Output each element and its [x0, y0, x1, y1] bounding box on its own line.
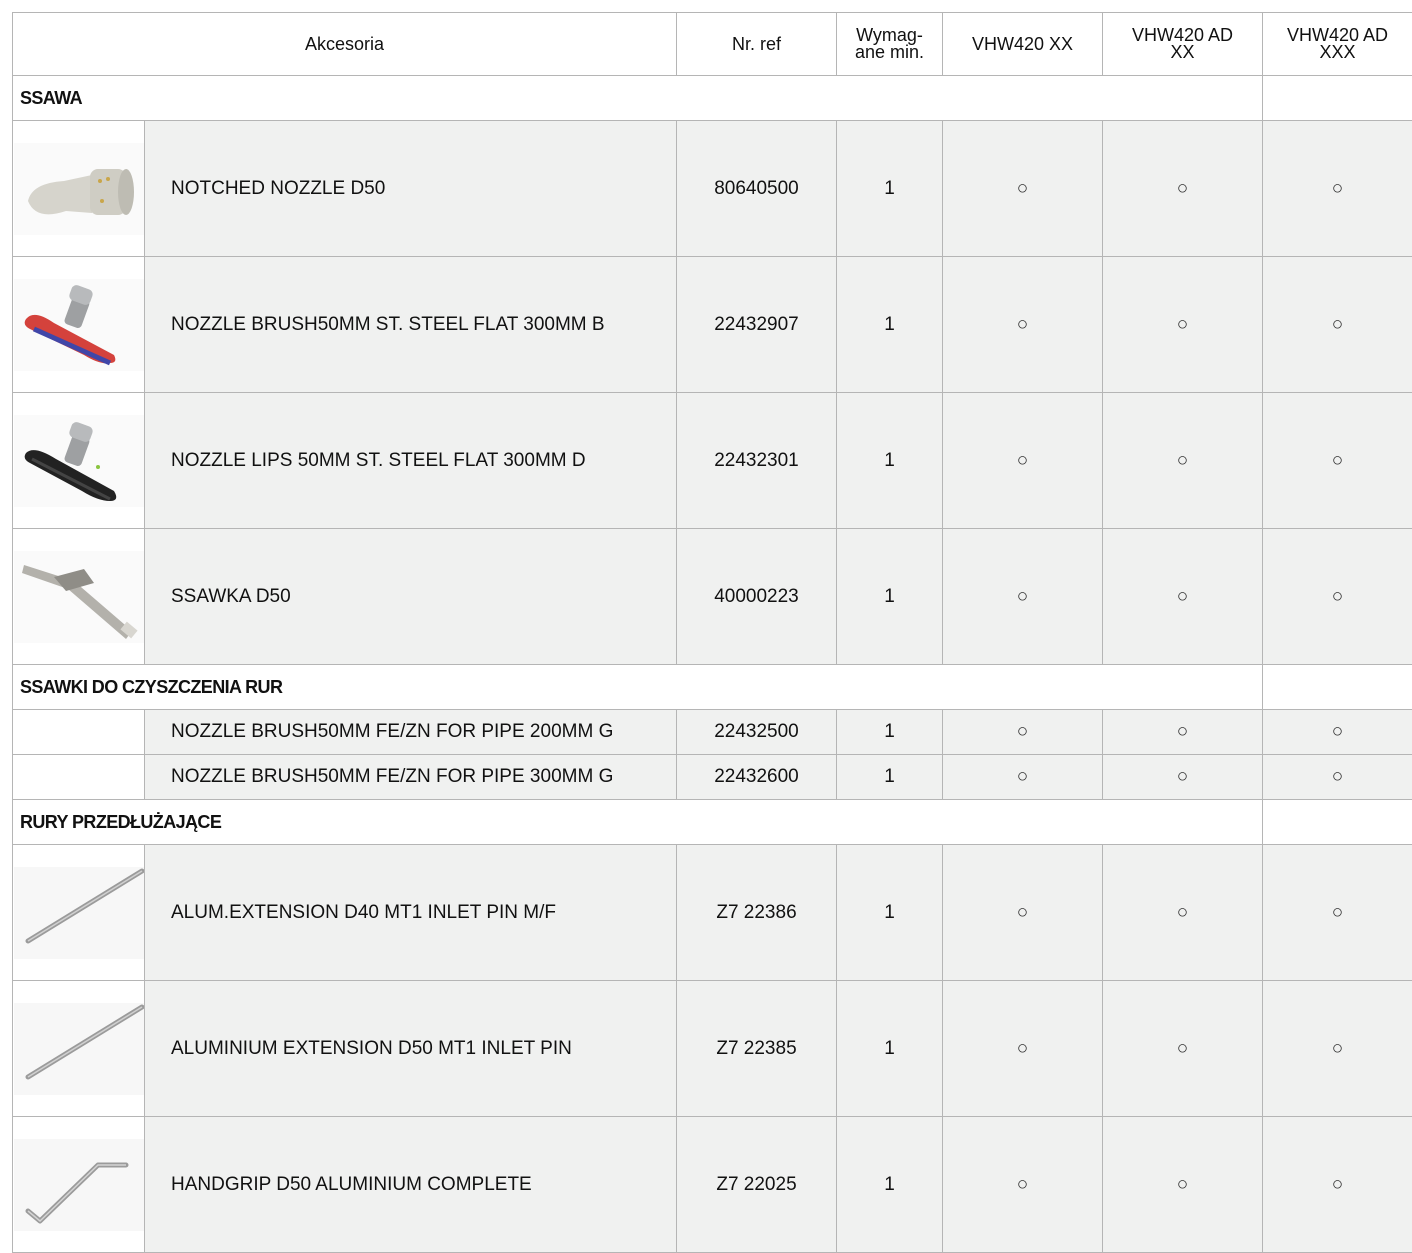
product-image-cell — [13, 393, 145, 529]
product-image-cell — [13, 121, 145, 257]
product-image-cell — [13, 981, 145, 1117]
compat-vhw420-ad-xx: ○ — [1103, 1117, 1263, 1253]
product-required-min: 1 — [837, 755, 943, 800]
compat-vhw420-ad-xx: ○ — [1103, 845, 1263, 981]
product-image-cell-empty — [13, 710, 145, 755]
product-required-min: 1 — [837, 845, 943, 981]
product-name: NOTCHED NOZZLE D50 — [145, 121, 677, 257]
compat-vhw420-ad-xxx: ○ — [1263, 845, 1412, 981]
compat-vhw420-ad-xx: ○ — [1103, 529, 1263, 665]
table-row[interactable] — [13, 393, 1412, 529]
product-ref: 22432500 — [677, 710, 837, 755]
product-ref: Z7 22025 — [677, 1117, 837, 1253]
compat-vhw420-ad-xxx: ○ — [1263, 529, 1412, 665]
product-image-cell — [13, 1117, 145, 1253]
section-title: SSAWA — [13, 76, 1263, 121]
product-name: SSAWKA D50 — [145, 529, 677, 665]
section-row — [13, 800, 1412, 845]
extension-tube-icon — [13, 1003, 144, 1095]
header-model-vhw420-xx: VHW420 XX — [943, 13, 1103, 76]
header-required-min: Wymag- ane min. — [837, 13, 943, 76]
compat-vhw420-xx: ○ — [943, 710, 1103, 755]
product-name: NOZZLE BRUSH50MM FE/ZN FOR PIPE 300MM G — [145, 755, 677, 800]
product-name: ALUM.EXTENSION D40 MT1 INLET PIN M/F — [145, 845, 677, 981]
product-image-cell — [13, 845, 145, 981]
section-row — [13, 76, 1412, 121]
product-ref: 80640500 — [677, 121, 837, 257]
compat-vhw420-xx: ○ — [943, 981, 1103, 1117]
floor-nozzle-steel-icon — [13, 551, 144, 643]
product-name: HANDGRIP D50 ALUMINIUM COMPLETE — [145, 1117, 677, 1253]
accessories-table-wrapper — [12, 12, 1412, 1253]
compat-vhw420-ad-xxx: ○ — [1263, 393, 1412, 529]
compat-vhw420-ad-xxx: ○ — [1263, 710, 1412, 755]
product-required-min: 1 — [837, 981, 943, 1117]
compat-vhw420-xx: ○ — [943, 529, 1103, 665]
product-required-min: 1 — [837, 257, 943, 393]
notched-nozzle-icon — [13, 143, 144, 235]
accessories-table — [12, 12, 1412, 1253]
table-row[interactable] — [13, 981, 1412, 1117]
compat-vhw420-xx: ○ — [943, 845, 1103, 981]
table-row[interactable] — [13, 710, 1412, 755]
compat-vhw420-xx: ○ — [943, 393, 1103, 529]
table-row[interactable] — [13, 257, 1412, 393]
product-ref: Z7 22386 — [677, 845, 837, 981]
section-title: SSAWKI DO CZYSZCZENIA RUR — [13, 665, 1263, 710]
table-row[interactable] — [13, 121, 1412, 257]
section-tail-cell — [1263, 665, 1412, 710]
table-row[interactable] — [13, 1117, 1412, 1253]
compat-vhw420-xx: ○ — [943, 1117, 1103, 1253]
compat-vhw420-ad-xx: ○ — [1103, 257, 1263, 393]
product-name: NOZZLE BRUSH50MM ST. STEEL FLAT 300MM B — [145, 257, 677, 393]
product-required-min: 1 — [837, 529, 943, 665]
compat-vhw420-ad-xx: ○ — [1103, 393, 1263, 529]
header-model-vhw420-ad-xx: VHW420 AD XX — [1103, 13, 1263, 76]
product-required-min: 1 — [837, 710, 943, 755]
lips-nozzle-black-icon — [13, 415, 144, 507]
compat-vhw420-ad-xx: ○ — [1103, 755, 1263, 800]
product-ref: 22432600 — [677, 755, 837, 800]
product-required-min: 1 — [837, 1117, 943, 1253]
table-row[interactable] — [13, 529, 1412, 665]
extension-tube-icon — [13, 867, 144, 959]
handgrip-tube-icon — [13, 1139, 144, 1231]
compat-vhw420-ad-xxx: ○ — [1263, 257, 1412, 393]
table-body — [13, 76, 1412, 1253]
compat-vhw420-ad-xx: ○ — [1103, 981, 1263, 1117]
header-model-vhw420-ad-xxx: VHW420 AD XXX — [1263, 13, 1412, 76]
product-image-cell-empty — [13, 755, 145, 800]
compat-vhw420-xx: ○ — [943, 755, 1103, 800]
product-ref: 22432907 — [677, 257, 837, 393]
section-title: RURY PRZEDŁUŻAJĄCE — [13, 800, 1263, 845]
section-tail-cell — [1263, 800, 1412, 845]
product-ref: 40000223 — [677, 529, 837, 665]
product-image-cell — [13, 529, 145, 665]
compat-vhw420-xx: ○ — [943, 121, 1103, 257]
compat-vhw420-ad-xx: ○ — [1103, 121, 1263, 257]
product-required-min: 1 — [837, 393, 943, 529]
product-name: NOZZLE LIPS 50MM ST. STEEL FLAT 300MM D — [145, 393, 677, 529]
table-header-row — [13, 13, 1412, 76]
compat-vhw420-ad-xx: ○ — [1103, 710, 1263, 755]
product-name: ALUMINIUM EXTENSION D50 MT1 INLET PIN — [145, 981, 677, 1117]
product-image-cell — [13, 257, 145, 393]
header-accessories: Akcesoria — [13, 13, 677, 76]
table-row[interactable] — [13, 845, 1412, 981]
section-tail-cell — [1263, 76, 1412, 121]
product-ref: Z7 22385 — [677, 981, 837, 1117]
compat-vhw420-ad-xxx: ○ — [1263, 981, 1412, 1117]
section-row — [13, 665, 1412, 710]
product-name: NOZZLE BRUSH50MM FE/ZN FOR PIPE 200MM G — [145, 710, 677, 755]
product-ref: 22432301 — [677, 393, 837, 529]
brush-nozzle-red-icon — [13, 279, 144, 371]
header-ref: Nr. ref — [677, 13, 837, 76]
table-row[interactable] — [13, 755, 1412, 800]
compat-vhw420-ad-xxx: ○ — [1263, 1117, 1412, 1253]
compat-vhw420-ad-xxx: ○ — [1263, 755, 1412, 800]
product-required-min: 1 — [837, 121, 943, 257]
compat-vhw420-ad-xxx: ○ — [1263, 121, 1412, 257]
compat-vhw420-xx: ○ — [943, 257, 1103, 393]
